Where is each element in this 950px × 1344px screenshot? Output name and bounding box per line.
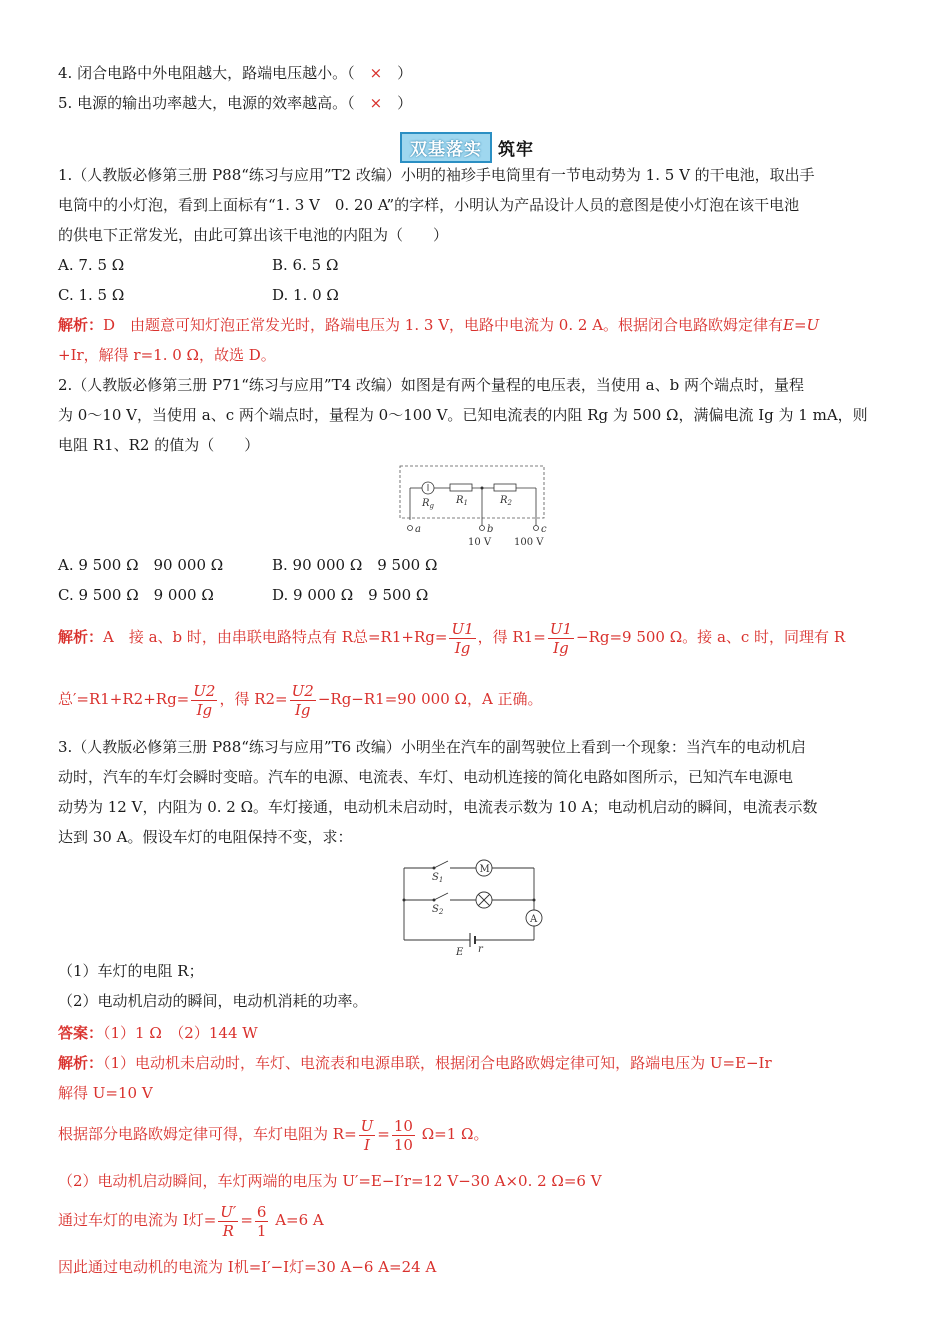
q2-analysis-line2: 总′=R1+R2+Rg= $\frac{U2}{Ig}$ ，得 R2= $\frac{U2}{Ig}$ −Rg−R1=90 000 Ω，A 正确。 (58, 681, 543, 719)
s2-label: $S_2$ (432, 904, 444, 916)
q3-subquestion-2: （2）电动机启动的瞬间，电动机消耗的功率。 (58, 992, 368, 1010)
resistor-r2-icon (494, 484, 516, 491)
q1-analysis-line2: +Ir，解得 r=1. 0 Ω，故选 D。 (58, 346, 276, 364)
q2-stem-line2: 为 0～10 V，当使用 a、c 两个端点时，量程为 0～100 V。已知电流表的内阻 Rg 为 500 Ω，满偏电流 Ig 为 1 mA，则 (58, 406, 868, 424)
meter-dashed-box (400, 466, 544, 518)
rg-label: $R_g$ (422, 498, 435, 510)
q3-analysis-line3: 根据部分电路欧姆定律可得，车灯电阻为 R= $\frac{U}{I}$ = $\frac{10}{10}$ Ω=1 Ω。 (58, 1116, 489, 1154)
car-circuit-diagram (398, 854, 556, 958)
terminal-c (534, 526, 539, 531)
fraction-u2-ig: $\frac{U2}{Ig}$ (193, 681, 216, 719)
q3-stem-line2: 动时，汽车的车灯会瞬时变暗。汽车的电源、电流表、车灯、电动机连接的简化电路如图所示，已知汽车电源电 (58, 768, 794, 786)
fraction-6-over-1: $\frac{6}{1}$ (256, 1202, 267, 1240)
analysis-label: 解析： (58, 1054, 104, 1072)
q2-options-row2 (58, 584, 486, 606)
q2-stem-line3: 电阻 R1、R2 的值为（ ） (58, 436, 260, 454)
q3-analysis-line6: 因此通过电动机的电流为 I机=I′−I灯=30 A−6 A=24 A (58, 1258, 437, 1276)
q2-option-d: D. 9 000 Ω 9 500 Ω (272, 586, 429, 604)
fraction-u2-ig: $\frac{U2}{Ig}$ (291, 681, 314, 719)
switch-s2-icon (434, 893, 448, 900)
q3-stem-line4: 达到 30 A。假设车灯的电阻保持不变，求： (58, 828, 353, 846)
banner-boxed-title: 双基落实 (400, 132, 492, 163)
banner-tail-title: 筑牢 (498, 140, 534, 160)
q1-option-a: A. 7. 5 Ω (58, 256, 125, 274)
analysis-label: 解析： (58, 316, 104, 334)
q1-option-d: D. 1. 0 Ω (272, 286, 339, 304)
fraction-u1-ig: $\frac{U1}{Ig}$ (549, 619, 572, 657)
q1-stem-line2: 电筒中的小灯泡，看到上面标有“1. 3 V 0. 20 A”的字样，小明认为产品设计人员的意图是使小灯泡在该干电池 (58, 196, 800, 214)
fraction-u1-ig: $\frac{U1}{Ig}$ (451, 619, 474, 657)
q3-analysis-line2: 解得 U=10 V (58, 1084, 153, 1102)
q2-option-b: B. 90 000 Ω 9 500 Ω (272, 556, 438, 574)
fraction-u-prime-over-r: $\frac{U'}{R}$ (220, 1202, 237, 1240)
q1-option-c: C. 1. 5 Ω (58, 286, 125, 304)
q3-stem-line1: 3.（人教版必修第三册 P88“练习与应用”T6 改编）小明坐在汽车的副驾驶位上看到一个现象：当汽车的电动机启 (58, 738, 806, 756)
r2-label: $R_2$ (500, 495, 512, 507)
answer-label: 答案： (58, 1024, 104, 1042)
q1-stem-line3: 的供电下正常发光，由此可算出该干电池的内阻为（ ） (58, 226, 449, 244)
section-banner (400, 132, 534, 163)
q1-stem-line1: 1.（人教版必修第三册 P88“练习与应用”T2 改编）小明的袖珍手电筒里有一节电动势为 1. 5 V 的干电池，取出手 (58, 166, 815, 184)
switch-s1-icon (434, 861, 448, 868)
range-10v-label: 10 V (468, 537, 492, 548)
q1-option-b: B. 6. 5 Ω (272, 256, 339, 274)
q2-stem-line1: 2.（人教版必修第三册 P71“练习与应用”T4 改编）如图是有两个量程的电压表，当使用 a、b 两个端点时，量程 (58, 376, 804, 394)
q3-analysis-line4: （2）电动机启动瞬间，车灯两端的电压为 U′=E−I′r=12 V−30 A×0. 2 Ω=6 V (58, 1172, 602, 1190)
cross-mark-icon: × (369, 64, 383, 82)
svg-text:A: A (530, 914, 538, 925)
q2-options-row1 (58, 554, 486, 576)
q1-options-row2 (58, 284, 486, 306)
fraction-10-over-10: $\frac{10}{10}$ (393, 1116, 413, 1154)
analysis-label: 解析： (58, 628, 104, 646)
q3-stem-line3: 动势为 12 V，内阻为 0. 2 Ω。车灯接通，电动机未启动时，电流表示数为 10 A；电动机启动的瞬间，电流表示数 (58, 798, 818, 816)
resistor-r1-icon (450, 484, 472, 491)
statement-5: 5. 电源的输出功率越大，电源的效率越高。（ × ） (58, 94, 413, 112)
emf-label: E (456, 947, 464, 958)
internal-resistance-label: r (478, 944, 483, 955)
r1-label: $R_1$ (456, 495, 468, 507)
range-100v-label: 100 V (514, 537, 544, 548)
terminal-b (480, 526, 485, 531)
q2-analysis-line1: 解析：A 接 a、b 时，由串联电路特点有 R总=R1+Rg= $\frac{U1}{Ig}$ ，得 R1= $\frac{U1}{Ig}$ −Rg=9 500 Ω。接 a、c 时，同理有 R (58, 619, 846, 657)
terminal-a-label: a (415, 524, 421, 535)
fraction-u-over-i: $\frac{U}{I}$ (360, 1116, 374, 1154)
voltmeter-circuit-diagram (398, 464, 550, 550)
terminal-a (408, 526, 413, 531)
q1-analysis-line1: 解析：D 由题意可知灯泡正常发光时，路端电压为 1. 3 V，电路中电流为 0. 2 A。根据闭合电路欧姆定律有E=U (58, 316, 820, 334)
svg-text:M: M (479, 864, 490, 875)
q3-analysis-line1: 解析：（1）电动机未启动时，车灯、电流表和电源串联，根据闭合电路欧姆定律可知，路端电压为 U=E−Ir (58, 1054, 772, 1072)
cross-mark-icon: × (369, 94, 383, 112)
statement-4: 4. 闭合电路中外电阻越大，路端电压越小。（ × ） (58, 64, 413, 82)
q3-analysis-line5: 通过车灯的电流为 I灯= $\frac{U'}{R}$ = $\frac{6}{1}$ A=6 A (58, 1202, 324, 1240)
q3-answer: 答案：（1）1 Ω （2）144 W (58, 1024, 258, 1042)
q3-subquestion-1: （1）车灯的电阻 R； (58, 962, 204, 980)
q1-options-row1 (58, 254, 486, 276)
terminal-b-label: b (487, 524, 494, 535)
terminal-c-label: c (541, 524, 547, 535)
q2-option-a: A. 9 500 Ω 90 000 Ω (58, 556, 224, 574)
q2-option-c: C. 9 500 Ω 9 000 Ω (58, 586, 214, 604)
s1-label: $S_1$ (432, 872, 444, 884)
